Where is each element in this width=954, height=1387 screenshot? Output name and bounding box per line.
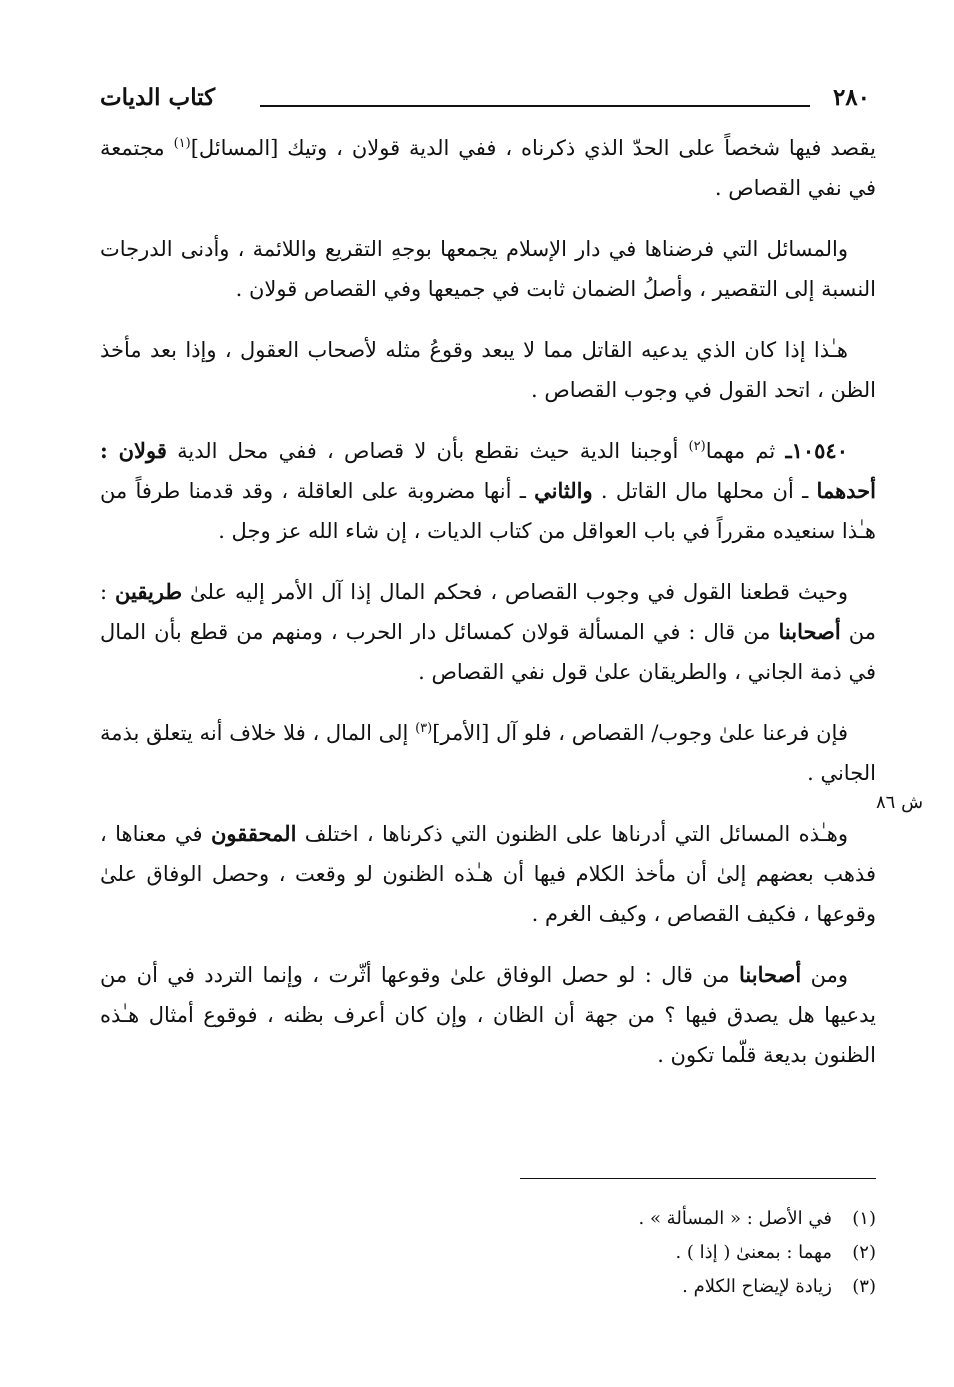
footnote-item: (١)في الأصل : « المسألة » . [638, 1208, 876, 1229]
paragraph-2: والمسائل التي فرضناها في دار الإسلام يجمعها بوجهِ التقريع واللائمة ، وأدنى الدرجات النسبة إلى التقصير ، وأصلُ الضمان ثابت في جميعها وفي القصاص قولان . [100, 237, 876, 301]
paragraph-1: يقصد فيها شخصاً على الحدّ الذي ذكرناه ، ففي الدية قولان ، وتيك [المسائل]$^{(١)}$ مجتمعة في نفي القصاص . [100, 136, 876, 200]
page-header [100, 80, 870, 120]
issue-number: ١٠٥٤٠ـ [785, 438, 848, 463]
manuscript-folio-note: ش ٨٦ [876, 792, 924, 813]
header-rule [260, 105, 810, 107]
footnote-ref-3: (٣) [415, 721, 433, 736]
footnote-ref-1: (١) [173, 136, 191, 151]
paragraph-6: فإن فرعنا علىٰ وجوب/ القصاص ، فلو آل [الأمر]$^{(٣)}$ إلى المال ، فلا خلاف أنه يتعلق بذمة الجاني . [100, 721, 876, 785]
paragraph-7: وهـٰذه المسائل التي أدرناها على الظنون التي ذكرناها ، اختلف المحققون في معناها ، فذهب بعضهم إلىٰ أن مأخذ الكلام فيها أن هـٰذه الظنون لو وقعت ، وحصل الوفاق علىٰ وقوعها ، فكيف القصاص ، وكيف الغرم . [100, 821, 876, 926]
page-number: ٢٨٠ [832, 84, 870, 111]
main-text [100, 128, 876, 1096]
paragraph-5: وحيث قطعنا القول في وجوب القصاص ، فحكم المال إذا آل الأمر إليه علىٰ طريقين : من أصحابنا من قال : في المسألة قولان كمسائل دار الحرب ، ومنهم من قطع بأن المال في ذمة الجاني ، والطريقان علىٰ قول نفي القصاص . [100, 579, 876, 684]
paragraph-3: هـٰذا إذا كان الذي يدعيه القاتل مما لا يبعد وقوعُ مثله لأصحاب العقول ، وإذا بعد مأخذ الظن ، اتحد القول في وجوب القصاص . [100, 338, 876, 402]
footnote-ref-2: (٢) [688, 439, 706, 454]
footnote-item: (٣)زيادة لإيضاح الكلام . [682, 1276, 876, 1297]
book-title: كتاب الديات [100, 84, 216, 111]
footnote-item: (٢)مهما : بمعنىٰ ( إذا ) . [675, 1242, 876, 1263]
paragraph-4: ١٠٥٤٠ـ ثم مهما$^{(٢)}$ أوجبنا الدية حيث نقطع بأن لا قصاص ، ففي محل الدية قولان : أحدهما ـ أن محلها مال القاتل . والثاني ـ أنها مضروبة على العاقلة ، وقد قدمنا طرفاً من هـٰذا سنعيده مقرراً في باب العواقل من كتاب الديات ، إن شاء الله عز وجل . [100, 438, 876, 543]
footnote-rule [520, 1178, 876, 1179]
paragraph-8: ومن أصحابنا من قال : لو حصل الوفاق علىٰ وقوعها أثّرت ، وإنما التردد في أن من يدعيها هل يصدق فيها ؟ من جهة أن الظان ، وإن كان أعرف بظنه ، فوقوع أمثال هـٰذه الظنون بديعة قلّما تكون . [100, 962, 876, 1067]
footnotes [639, 1202, 877, 1304]
